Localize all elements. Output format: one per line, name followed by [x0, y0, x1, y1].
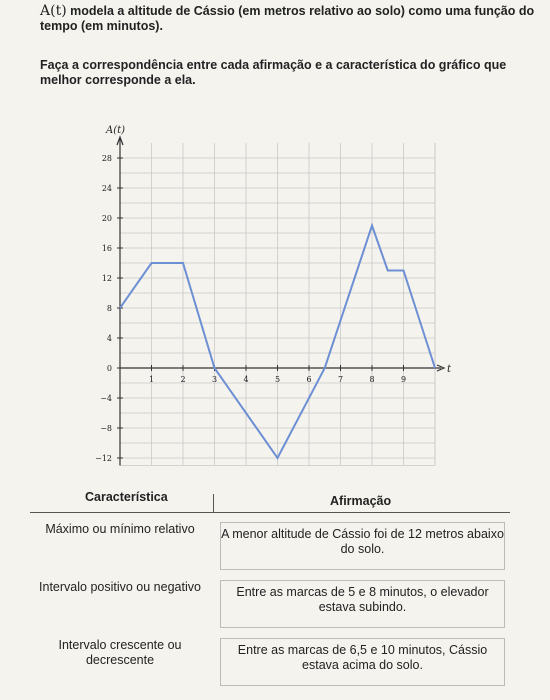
- problem-intro: [40, 4, 540, 34]
- statement-card[interactable]: Entre as marcas de 6,5 e 10 minutos, Cássio estava acima do solo.: [220, 638, 505, 686]
- header-underline: [30, 512, 510, 513]
- x-tick-label: 2: [180, 375, 186, 384]
- characteristic-label: Intervalo positivo ou negativo: [39, 580, 201, 594]
- table-row: [30, 580, 510, 636]
- header-divider: [213, 494, 214, 512]
- y-tick-label: 8: [106, 304, 112, 313]
- altitude-graph: [80, 116, 460, 476]
- y-tick-label: 16: [101, 244, 112, 253]
- header-characteristic: Característica: [85, 490, 168, 504]
- y-tick-label: 24: [101, 184, 112, 193]
- table-row: [30, 522, 510, 578]
- matching-table: [30, 488, 510, 672]
- statement-card[interactable]: A menor altitude de Cássio foi de 12 metros abaixo do solo.: [220, 522, 505, 570]
- x-tick-label: 7: [337, 375, 344, 384]
- y-tick-label: −12: [95, 454, 112, 463]
- x-tick-label: 1: [148, 375, 155, 384]
- x-tick-label: 9: [400, 375, 407, 384]
- instruction-text: Faça a correspondência entre cada afirmação e a característica do gráfico que melhor corresponde a ela.: [40, 58, 507, 87]
- y-tick-label: −4: [100, 394, 112, 403]
- intro-text: modela a altitude de Cássio (em metros relativo ao solo) como uma função do tempo (em minutos).: [40, 4, 535, 33]
- y-axis-label: A(t): [106, 125, 126, 136]
- x-tick-label: 3: [211, 375, 218, 384]
- y-tick-label: 0: [106, 364, 112, 373]
- y-tick-label: −8: [100, 424, 112, 433]
- function-name: A(t): [40, 3, 67, 19]
- x-tick-label: 6: [306, 375, 312, 384]
- y-tick-label: 20: [101, 214, 112, 223]
- table-header: [30, 488, 510, 512]
- y-tick-label: 4: [106, 334, 112, 343]
- characteristic-label: Máximo ou mínimo relativo: [45, 522, 195, 536]
- y-tick-label: 28: [101, 154, 112, 163]
- x-tick-label: 5: [274, 375, 281, 384]
- x-tick-label: 8: [369, 375, 375, 384]
- table-row: [30, 638, 510, 694]
- x-axis-label: t: [447, 364, 452, 375]
- y-tick-label: 12: [101, 274, 112, 283]
- header-statement: Afirmação: [330, 494, 392, 508]
- statement-card[interactable]: Entre as marcas de 5 e 8 minutos, o elevador estava subindo.: [220, 580, 505, 628]
- x-tick-label: 4: [243, 375, 249, 384]
- characteristic-label: Intervalo crescente ou decrescente: [58, 638, 182, 667]
